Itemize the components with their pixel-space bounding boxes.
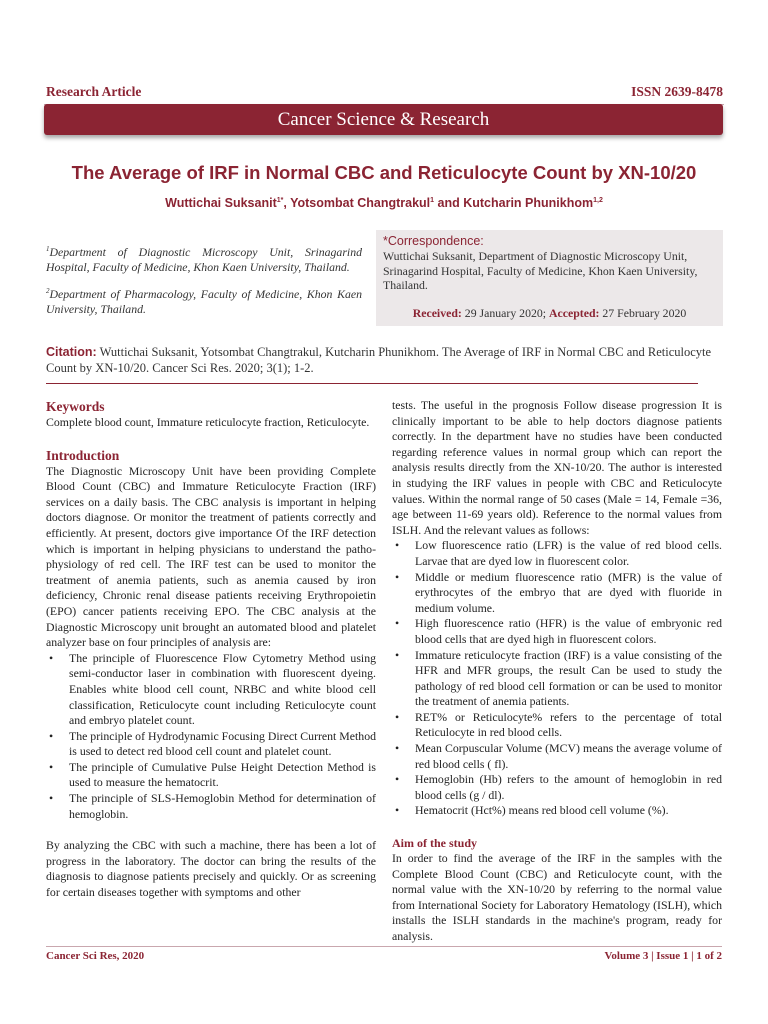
list-item: • The principle of Hydrodynamic Focusing Direct Current Method is used to detect red blood cell count and platelet count. — [46, 729, 376, 760]
affiliation-mark: 1 — [46, 245, 50, 253]
keywords-text: Complete blood count, Immature reticulocyte fraction, Reticulocyte. — [46, 415, 370, 429]
intro-paragraph: The Diagnostic Microscopy Unit have been providing Complete Blood Count (CBC) and Immature Reticulocyte Fraction (IRF) services on a daily basis. The CBC analysis is important in helping doctors diagnose. Or monitor the treatment of patients correctly and efficiently. At present, doctors give importance Of the IRF detection which is important in helping physicians to understand the patho-physiology of red cell. The IRF test can be used to monitor the treatment of anemia patients, such as anemia caused by iron deficiency, Chronic renal disease patients receiving Erythropoietin (EPO) cancer patients receiving EPO. The CBC analysis at the Diagnostic Microscopy unit brought an automated blood and platelet analyzer base on four principles of analysis are: — [46, 463, 376, 650]
list-item: • Mean Corpuscular Volume (MCV) means the average volume of red blood cells ( fl). — [392, 741, 722, 772]
correspondence-text: Wuttichai Suksanit, Department of Diagnostic Microscopy Unit, Srinagarind Hospital, Faculty of Medicine, Khon Kaen University, Thailand. — [383, 249, 698, 292]
author-affil-mark: 1,2 — [593, 196, 603, 204]
footer-page-info: Volume 3 | Issue 1 | 1 of 2 — [604, 950, 722, 962]
paper-title: The Average of IRF in Normal CBC and Reticulocyte Count by XN-10/20 — [71, 162, 697, 183]
list-item: • Low fluorescence ratio (LFR) is the value of red blood cells. Larvae that are dyed low in fluorescent color. — [392, 538, 722, 569]
affiliation-1 — [46, 242, 362, 275]
author-separator: , — [283, 196, 291, 210]
list-item: • RET% or Reticulocyte% refers to the percentage of total Reticulocyte in red blood cells. — [392, 710, 722, 741]
list-item: • Immature reticulocyte fraction (IRF) is a value consisting of the HFR and MFR groups, the result Can be used to study the pathology of red blood cell formation or can be used to monitor the treatment of anemia patients. — [392, 648, 722, 710]
author-separator: and — [434, 196, 464, 210]
issn: ISSN 2639-8478 — [631, 84, 723, 99]
author-list — [0, 196, 768, 210]
aim-text: In order to find the average of the IRF in the samples with the Complete Blood Count (CBC) and Reticulocyte count, with the normal value with the XN-10/20 by referring to the normal value from International Society for Laboratory Hematology (ISLH), which installs the ISLH standards in the machine's program, ready for analysis. — [392, 851, 722, 943]
accepted-label: Accepted: — [549, 306, 600, 320]
correspondence-box — [376, 230, 723, 326]
left-column — [46, 398, 376, 901]
list-item: • Middle or medium fluorescence ratio (MFR) is the value of erythrocytes of the embryo that are dyed with fluoride in medium volume. — [392, 570, 722, 617]
author-affil-mark: 1 — [430, 196, 435, 204]
citation-text: Wuttichai Suksanit, Yotsombat Changtrakul, Kutcharin Phunikhom. The Average of IRF in Normal CBC and Reticulocyte Count by XN-10/20. Cancer Sci Res. 2020; 3(1); 1-2. — [46, 345, 712, 375]
footer-journal: Cancer Sci Res, 2020 — [46, 950, 145, 962]
affiliation-2 — [46, 284, 362, 317]
relevant-values-list — [392, 538, 722, 819]
author-name: Yotsombat Changtrakul — [290, 196, 431, 210]
accepted-date: 27 February 2020 — [599, 306, 687, 320]
list-item: • The principle of Cumulative Pulse Height Detection Method is used to measure the hematocrit. — [46, 760, 376, 791]
affiliation-mark: 2 — [46, 287, 50, 295]
affiliation-text: Department of Diagnostic Microscopy Unit, Srinagarind Hospital, Faculty of Medicine, Khon Kaen University, Thailand. — [46, 244, 362, 274]
journal-banner: Cancer Science & Research — [44, 104, 723, 135]
author-name: Wuttichai Suksanit — [165, 196, 277, 210]
article-dates — [376, 306, 723, 321]
list-item: • Hematocrit (Hct%) means red blood cell volume (%). — [392, 803, 722, 819]
introduction-heading: Introduction — [46, 447, 120, 463]
intro-paragraph: tests. The useful in the prognosis Follow disease progression It is clinically important to be able to help doctors diagnose patients correctly. In the department have no studies have been conducted regarding reference values in normal group which can report the analysis results directly from the XN-10/20. The author is interested in studying the IRF values in people with CBC and Reticulocyte values. Within the normal range of 50 cases (Male = 14, Female =36, age between 11-69 years old). Reference to the normal values from ISLH. And the relevant values as follows: — [392, 398, 722, 537]
keywords-heading: Keywords — [46, 399, 105, 414]
citation-divider — [46, 383, 698, 384]
received-label: Received: — [412, 306, 462, 320]
aim-heading: Aim of the study — [392, 836, 478, 851]
author-affil-mark: 1* — [276, 196, 284, 204]
list-item: • The principle of Fluorescence Flow Cytometry Method using semi-conductor laser in combination with fluorescent dyeing. Enables white blood cell count, NRBC and white blood cell classification, Reticulocyte count including Reticulocyte count and embryo platelet count. — [46, 651, 376, 729]
citation — [46, 345, 723, 376]
list-item: • Hemoglobin (Hb) refers to the amount of hemoglobin in red blood cells (g / dl). — [392, 772, 722, 803]
list-item: • The principle of SLS-Hemoglobin Method for determination of hemoglobin. — [46, 791, 376, 822]
author-name: Kutcharin Phunikhom — [463, 196, 594, 210]
analysis-principles-list — [46, 651, 376, 823]
citation-label: Citation: — [46, 345, 97, 359]
received-date: 29 January 2020; — [461, 306, 549, 320]
affiliation-text: Department of Pharmacology, Faculty of Medicine, Khon Kaen University, Thailand. — [46, 286, 362, 316]
intro-paragraph: By analyzing the CBC with such a machine, there has been a lot of progress in the laboratory. The doctor can bring the results of the diagnosis to diagnose patients precisely and quickly. Or as screening for certain diseases together with symptoms and other — [46, 838, 376, 900]
article-type: Research Article — [46, 84, 142, 99]
correspondence-label: *Correspondence: — [383, 234, 484, 248]
footer-divider — [46, 946, 722, 947]
list-item: • High fluorescence ratio (HFR) is the value of embryonic red blood cells that are dyed high in fluorescent colors. — [392, 616, 722, 647]
right-column — [392, 398, 722, 945]
